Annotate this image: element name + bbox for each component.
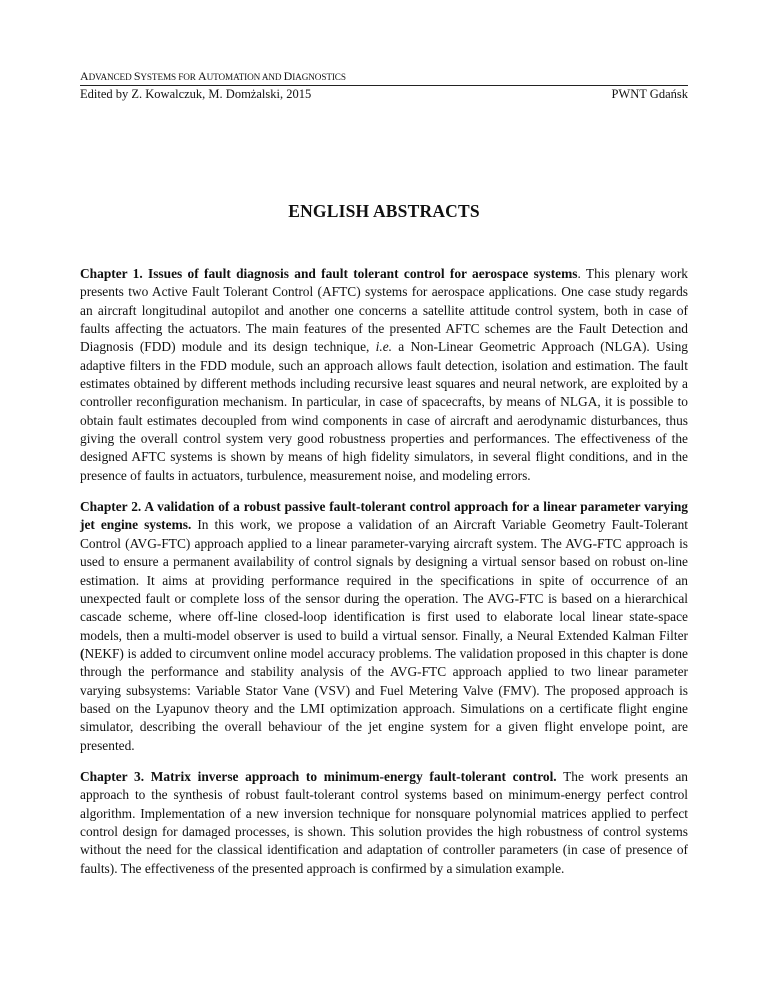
page-title: ENGLISH ABSTRACTS [288,201,480,221]
chapter-heading: Chapter 1. Issues of fault diagnosis and fault tolerant control for aerospace systems [80,266,578,281]
series-word: SYSTEMS FOR [133,69,199,83]
abstract-text: The work presents an approach to the synthesis of robust fault-tolerant control systems based on minimum-energy perfect control algorithm. Implementation of a new inversion technique for nonsquare polynomial matrices applied to perfect control design for damaged processes, is shown. This solution provides the high robustness of control systems without the need for the classical identification and adaptation of controller parameters (in case of presence of faults). The effectiveness of the presented approach is confirmed by a simulation example. [80,768,688,876]
abstract-text: This plenary work presents two Active Fault Tolerant Control (AFTC) systems for aerospace applications. One case study regards an aircraft longitudinal autopilot and another one concerns a satellite attitude control system, both in case of faults affecting the actuators. The main features of the presented AFTC schemes are the Fault Detection and Diagnosis (FDD) module and its design technique, [80,266,688,355]
chapter-heading-sep: . [577,266,581,281]
abstract-text: a Non-Linear Geometric Approach (NLGA). Using adaptive filters in the FDD module, such an approach allows fault detection, isolation and estimation. The fault estimates obtained by different methods including recursive least squares and neural network, are exploited by a controller reconfiguration mechanism. In particular, in case of spacecrafts, by means of NLGA, it is possible to obtain fault estimates decoupled from wind components in case of aircraft and aerodynamic disturbances, thus giving the overall control system very good robustness properties and performances. The effectiveness of the designed AFTC systems is shown by means of high fidelity simulators, in several flight conditions, and in the presence of faults in actuators, turbulence, measurement noise, and modeling errors. [80,339,689,483]
abstract-chapter-1 [80,265,688,485]
chapter-heading: Chapter 2. A validation of a robust passive fault-tolerant control approach for a linear parameter varying jet engine systems. [80,499,688,533]
series-word: AUTOMATION AND [198,69,284,83]
abstract-text-bold: ( [80,645,85,661]
abstracts-list [80,265,688,891]
running-header [80,69,688,102]
abstract-text: In this work, we propose a validation of an Aircraft Variable Geometry Fault-Tolerant Control (AVG-FTC) approach applied to a linear parameter-varying aircraft system. The AVG-FTC approach is used to ensure a permanent availability of control signals by designing a virtual sensor based on robust on-line estimation. It aims at providing performance required in the specifications in spite of occurrence of an unexpected fault or complete loss of the sensor during the operation. The AVG-FTC is based on a hierarchical cascade scheme, where off-line closed-loop identification is first used to elaborate local linear state-space models, then a multi-model observer is used to build a virtual sensor. Finally, a Neural Extended Kalman Filter [80,517,688,643]
series-word: DIAGNOSTICS [283,69,346,83]
abstract-chapter-2 [80,498,688,755]
publisher-name: PWNT Gdańsk [611,87,688,101]
series-word: ADVANCED [80,69,134,83]
chapter-heading: Chapter 3. Matrix inverse approach to minimum-energy fault-tolerant control. [80,768,557,784]
editors-line: Edited by Z. Kowalczuk, M. Domżalski, 2015 [80,87,312,101]
abstract-text: NEKF) is added to circumvent online model accuracy problems. The validation proposed in this chapter is done through the performance and stability analysis of the AVG-FTC approach applied to two linear parameter varying subsystems: Variable Stator Vane (VSV) and Fuel Metering Valve (FMV). The proposed approach is based on the Lyapunov theory and the LMI optimization approach. Simulations on a certificate flight engine simulator, describing the overall behaviour of the jet engine system for a given flight envelope point, are presented. [80,645,688,753]
abstract-text-italic: i.e. [375,339,392,355]
book-series-title [80,69,688,84]
abstract-chapter-3 [80,768,688,878]
